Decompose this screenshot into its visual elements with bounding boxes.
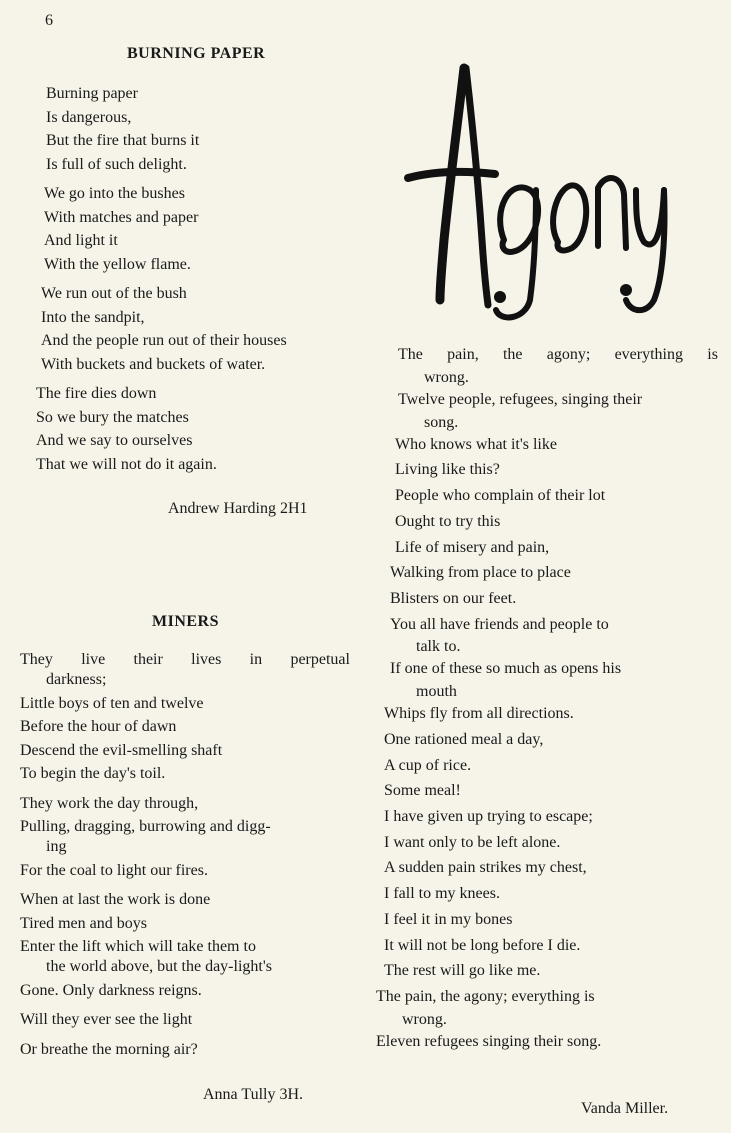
poem-line: Before the hour of dawn	[20, 718, 177, 735]
poem-line: Into the sandpit,	[41, 308, 145, 326]
poem-line: With matches and paper	[44, 208, 199, 226]
poem-line: I feel it in my bones	[384, 910, 513, 928]
poem-line: Blisters on our feet.	[390, 589, 517, 607]
poem-line: Pulling, dragging, burrowing and digg-	[20, 818, 271, 835]
poem-word: pain,	[447, 346, 479, 363]
poem-line-continuation: mouth	[416, 683, 457, 701]
poem-line: I fall to my knees.	[384, 885, 500, 903]
poem-line: Some meal!	[384, 782, 461, 800]
poem-title-agony	[400, 60, 680, 330]
poem-line: But the fire that burns it	[46, 132, 200, 149]
poem-line: People who complain of their lot	[395, 487, 606, 505]
poem-word: the	[502, 346, 523, 363]
poem-line-continuation: wrong.	[424, 368, 469, 386]
poem-line: You all have friends and people to	[390, 615, 609, 633]
poem-line: Little boys of ten and twelve	[20, 694, 204, 712]
poem-word: agony;	[546, 346, 591, 363]
poem-line: To begin the day's toil.	[20, 765, 166, 782]
poem-line: When at last the work is done	[20, 891, 211, 908]
poem-stanza	[41, 282, 364, 376]
poem-line: We run out of the bush	[41, 285, 187, 302]
poem-line: Is dangerous,	[46, 108, 132, 126]
poem-word: in	[249, 651, 263, 668]
poem-line: A sudden pain strikes my chest,	[384, 859, 587, 877]
poem-line: Enter the lift which will take them to	[20, 938, 256, 955]
poem-word: their	[133, 651, 163, 668]
poem-line: Walking from place to place	[390, 564, 571, 582]
poem-line: Burning paper	[46, 85, 138, 102]
poem-body-miners	[20, 648, 350, 1067]
poem-line: It will not be long before I die.	[384, 936, 581, 954]
poem-line-continuation: darkness;	[46, 670, 107, 688]
poem-line: Descend the evil-smelling shaft	[20, 741, 223, 759]
poem-line-continuation: talk to.	[416, 638, 461, 656]
poem-body-agony	[376, 344, 718, 1056]
poem-line: If one of these so much as opens his	[390, 660, 622, 678]
poem-line: And the people run out of their houses	[41, 332, 287, 349]
poem-line: With the yellow flame.	[44, 255, 191, 273]
poem-line: Ought to try this	[395, 512, 501, 530]
poem-line: With buckets and buckets of water.	[41, 355, 266, 373]
poem-author-miners: Anna Tully 3H.	[203, 1086, 304, 1103]
poem-line: And we say to ourselves	[36, 432, 193, 449]
poem-author-agony: Vanda Miller.	[581, 1100, 669, 1117]
poem-line: Gone. Only darkness reigns.	[20, 981, 202, 999]
poem-word: is	[707, 346, 718, 363]
poem-line-continuation: the world above, but the day-light's	[46, 957, 272, 975]
page-number: 6	[45, 12, 53, 29]
poem-word: They	[20, 651, 53, 668]
poem-stanza	[46, 82, 364, 176]
poem-line: Eleven refugees singing their song.	[376, 1032, 602, 1050]
poem-line: Is full of such delight.	[46, 155, 187, 173]
poem-line: Whips fly from all directions.	[384, 705, 574, 723]
agony-calligraphy	[400, 60, 680, 325]
poem-line: I want only to be left alone.	[384, 833, 561, 851]
poem-word: perpetual	[290, 651, 350, 668]
poem-line-continuation: song.	[424, 413, 459, 431]
poem-line	[398, 344, 718, 367]
poem-line: Will they ever see the light	[20, 1011, 193, 1028]
poem-line-continuation: ing	[46, 837, 67, 855]
poem-line: The fire dies down	[36, 385, 157, 402]
poem-stanza	[44, 182, 364, 276]
poem-line: One rationed meal a day,	[384, 731, 544, 748]
poem-line: Or breathe the morning air?	[20, 1040, 198, 1058]
poem-line: I have given up trying to escape;	[384, 808, 593, 826]
poem-line: The rest will go like me.	[384, 962, 541, 980]
poem-word: live	[81, 651, 106, 668]
poem-word: The	[398, 346, 423, 363]
poem-line	[20, 648, 350, 672]
poem-line: They work the day through,	[20, 794, 199, 812]
poem-line: That we will not do it again.	[36, 455, 217, 473]
poem-line: A cup of rice.	[384, 756, 472, 774]
poem-stanza	[36, 382, 364, 476]
poem-title-burning-paper: BURNING PAPER	[127, 45, 266, 62]
poem-word: everything	[614, 346, 683, 363]
poem-line: Tired men and boys	[20, 914, 147, 932]
poem-line: And light it	[44, 232, 118, 249]
poem-body-burning-paper	[36, 82, 364, 482]
poem-author-burning-paper: Andrew Harding 2H1	[168, 500, 308, 517]
poem-line: We go into the bushes	[44, 185, 185, 202]
poem-line: So we bury the matches	[36, 408, 189, 426]
poem-title-miners: MINERS	[152, 613, 220, 630]
poem-line: Life of misery and pain,	[395, 538, 550, 556]
poem-line-continuation: wrong.	[402, 1010, 447, 1028]
poem-line: Who knows what it's like	[395, 435, 557, 453]
poem-line: Twelve people, refugees, singing their	[398, 390, 643, 408]
poem-line: The pain, the agony; everything is	[376, 987, 595, 1005]
poem-line: Living like this?	[395, 461, 500, 479]
poem-line: For the coal to light our fires.	[20, 861, 208, 879]
poem-word: lives	[191, 651, 222, 668]
